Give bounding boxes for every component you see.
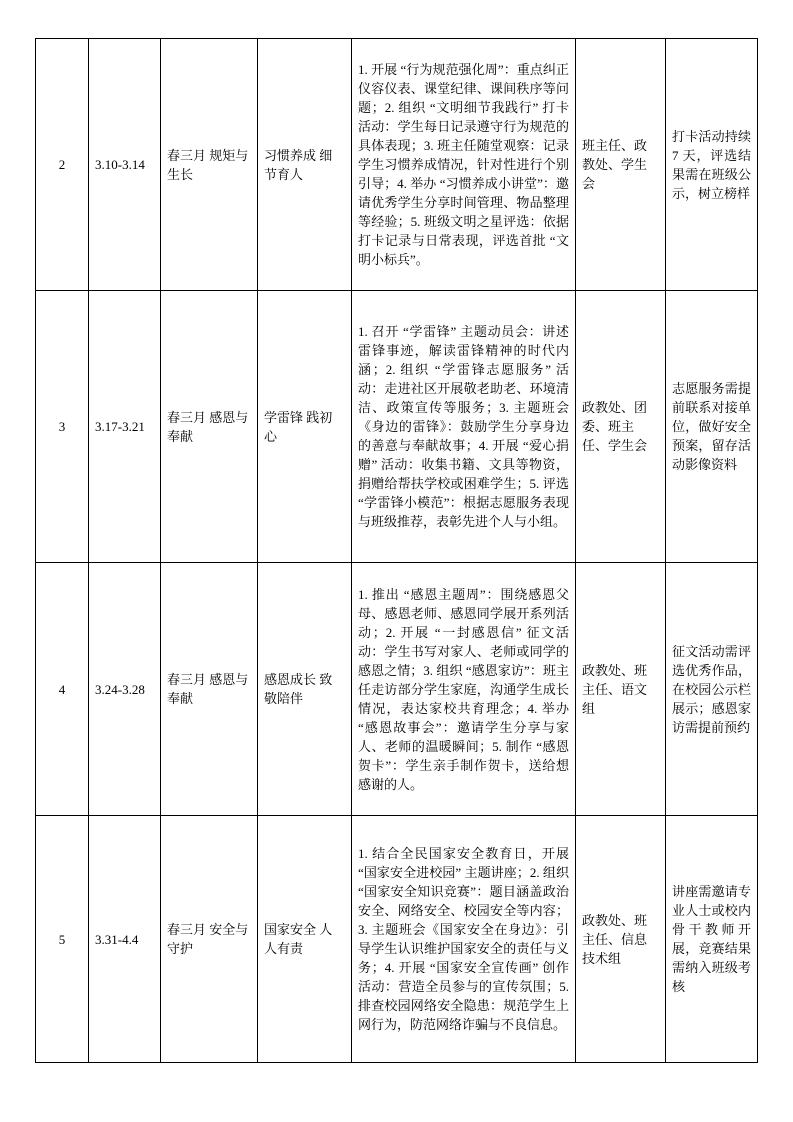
cell-responsible: 班主任、政教处、学生会 <box>576 39 666 291</box>
cell-month-theme: 春三月 感恩与奉献 <box>161 291 258 563</box>
cell-sub-theme: 习惯养成 细节育人 <box>258 39 352 291</box>
cell-activities: 1. 推出 “感恩主题周”：围绕感恩父母、感恩老师、感恩同学展开系列活动；2. 开展 “一封感恩信” 征文活动：学生书写对家人、老师或同学的感恩之情；3. 组织 “感恩家访”：班主任走访部分学生家庭，沟通学生成长情况，表达家校共育理念；4. 举办 “感恩故事会”：邀请学生分享与家人、老师的温暖瞬间；5. 制作 “感恩贺卡”：学生亲手制作贺卡，送给想感谢的人。 <box>352 563 576 816</box>
cell-activities: 1. 结合全民国家安全教育日，开展 “国家安全进校园” 主题讲座；2. 组织 “国家安全知识竞赛”：题目涵盖政治安全、网络安全、校园安全等内容；3. 主题班会《国家安全在身边》：引导学生认识维护国家安全的责任与义务；4. 开展 “国家安全宣传画” 创作活动：营造全员参与的宣传氛围；5. 排查校园网络安全隐患：规范学生上网行为，防范网络诈骗与不良信息。 <box>352 816 576 1063</box>
cell-activities: 1. 召开 “学雷锋” 主题动员会：讲述雷锋事迹，解读雷锋精神的时代内涵；2. 组织 “学雷锋志愿服务” 活动：走进社区开展敬老助老、环境清洁、政策宣传等服务；3. 主题班会《身边的雷锋》：鼓励学生分享身边的善意与奉献故事；4. 开展 “爱心捐赠” 活动：收集书籍、文具等物资，捐赠给帮扶学校或困难学生；5. 评选 “学雷锋小模范”：根据志愿服务表现与班级推荐，表彰先进个人与小组。 <box>352 291 576 563</box>
table-row <box>36 39 758 291</box>
cell-sub-theme: 感恩成长 致敬陪伴 <box>258 563 352 816</box>
cell-sub-theme: 国家安全 人人有责 <box>258 816 352 1063</box>
cell-number: 5 <box>36 816 89 1063</box>
table-row <box>36 563 758 816</box>
schedule-table <box>35 38 758 1063</box>
cell-month-theme: 春三月 感恩与奉献 <box>161 563 258 816</box>
cell-number: 4 <box>36 563 89 816</box>
cell-month-theme: 春三月 安全与守护 <box>161 816 258 1063</box>
cell-notes: 打卡活动持续 7 天，评选结果需在班级公示，树立榜样 <box>666 39 758 291</box>
cell-date: 3.17-3.21 <box>89 291 161 563</box>
cell-sub-theme: 学雷锋 践初心 <box>258 291 352 563</box>
cell-notes: 志愿服务需提前联系对接单位，做好安全预案，留存活动影像资料 <box>666 291 758 563</box>
cell-activities: 1. 开展 “行为规范强化周”：重点纠正仪容仪表、课堂纪律、课间秩序等问题；2. 组织 “文明细节我践行” 打卡活动：学生每日记录遵守行为规范的具体表现；3. 班主任随堂观察：记录学生习惯养成情况，针对性进行个别引导；4. 举办 “习惯养成小讲堂”：邀请优秀学生分享时间管理、物品整理等经验；5. 班级文明之星评选：依据打卡记录与日常表现，评选首批 “文明小标兵”。 <box>352 39 576 291</box>
cell-notes: 征文活动需评选优秀作品，在校园公示栏展示；感恩家访需提前预约 <box>666 563 758 816</box>
cell-date: 3.31-4.4 <box>89 816 161 1063</box>
cell-date: 3.24-3.28 <box>89 563 161 816</box>
cell-responsible: 政教处、团委、班主任、学生会 <box>576 291 666 563</box>
cell-number: 3 <box>36 291 89 563</box>
cell-responsible: 政教处、班主任、语文组 <box>576 563 666 816</box>
cell-responsible: 政教处、班主任、信息技术组 <box>576 816 666 1063</box>
cell-notes: 讲座需邀请专业人士或校内骨干教师开展，竞赛结果需纳入班级考核 <box>666 816 758 1063</box>
table-row <box>36 816 758 1063</box>
cell-number: 2 <box>36 39 89 291</box>
cell-month-theme: 春三月 规矩与生长 <box>161 39 258 291</box>
table-row <box>36 291 758 563</box>
cell-date: 3.10-3.14 <box>89 39 161 291</box>
